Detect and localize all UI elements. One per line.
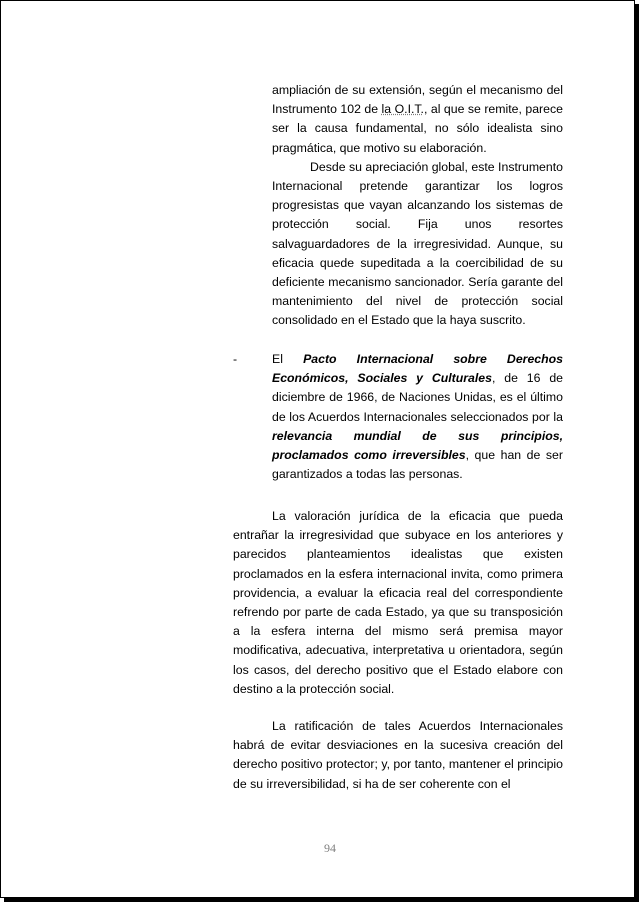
- bullet-marker: -: [233, 352, 238, 366]
- paragraph-ratificacion: La ratificación de tales Acuerdos Internacionales habrá de evitar desviaciones en la sucesiva creación del derecho positivo protector; y, por tanto, mantener el principio de su irreversibilidad, si ha de ser coherente con el: [233, 719, 563, 791]
- page-number: 94: [324, 841, 336, 855]
- text-run: El: [272, 352, 304, 366]
- text-run: , de 16 de diciembre de 1966, de Naciones Unidas, es el último de los Acuerdos Internacionales seleccionados por la: [272, 371, 564, 424]
- continuation-block: [272, 81, 563, 331]
- text-run: , al que se remite, parece ser la causa fundamental, no sólo idealista sino pragmática, que motivo su elaboración.: [272, 102, 563, 155]
- bullet-item-pacto: [272, 350, 563, 484]
- paragraph-global-appreciation: Desde su apreciación global, este Instrumento Internacional pretende garantizar los logros progresistas que vayan alcanzando los sistemas de protección social. Fija unos resortes salvaguardadores de la irregresividad. Aunque, su eficacia quede supeditada a la coercibilidad de su deficiente mecanismo sancionador. Sería garante del mantenimiento del nivel de protección social consolidado en el Estado que la haya suscrito.: [272, 159, 563, 328]
- text-run: ampliación de su extensión, según el mecanismo del Instrumento 102 de: [272, 83, 563, 117]
- emphasis-relevancia: relevancia mundial de sus principios, proclamados como irreversibles: [272, 428, 563, 463]
- paragraph-continuation: [272, 81, 563, 158]
- text-run: , que han de ser garantizados a todas las personas.: [272, 448, 563, 482]
- paragraph-valoracion: La valoración jurídica de la eficacia que pueda entrañar la irregresividad que subyace en los anteriores y parecidos planteamientos idealistas que existen proclamados en la esfera internacional invita, como primera providencia, a evaluar la eficacia real del correspondiente refrendo por parte de cada Estado, ya que su transposición a la esfera interna del mismo será premisa mayor modificativa, adecuativa, interpretativa u orientadora, según los casos, del derecho positivo que el Estado elabore con destino a la protección social.: [233, 509, 563, 696]
- emphasis-pacto-title: Pacto Internacional sobre Derechos Económicos, Sociales y Culturales: [272, 352, 563, 386]
- oit-reference: la O.I.T.: [381, 102, 424, 117]
